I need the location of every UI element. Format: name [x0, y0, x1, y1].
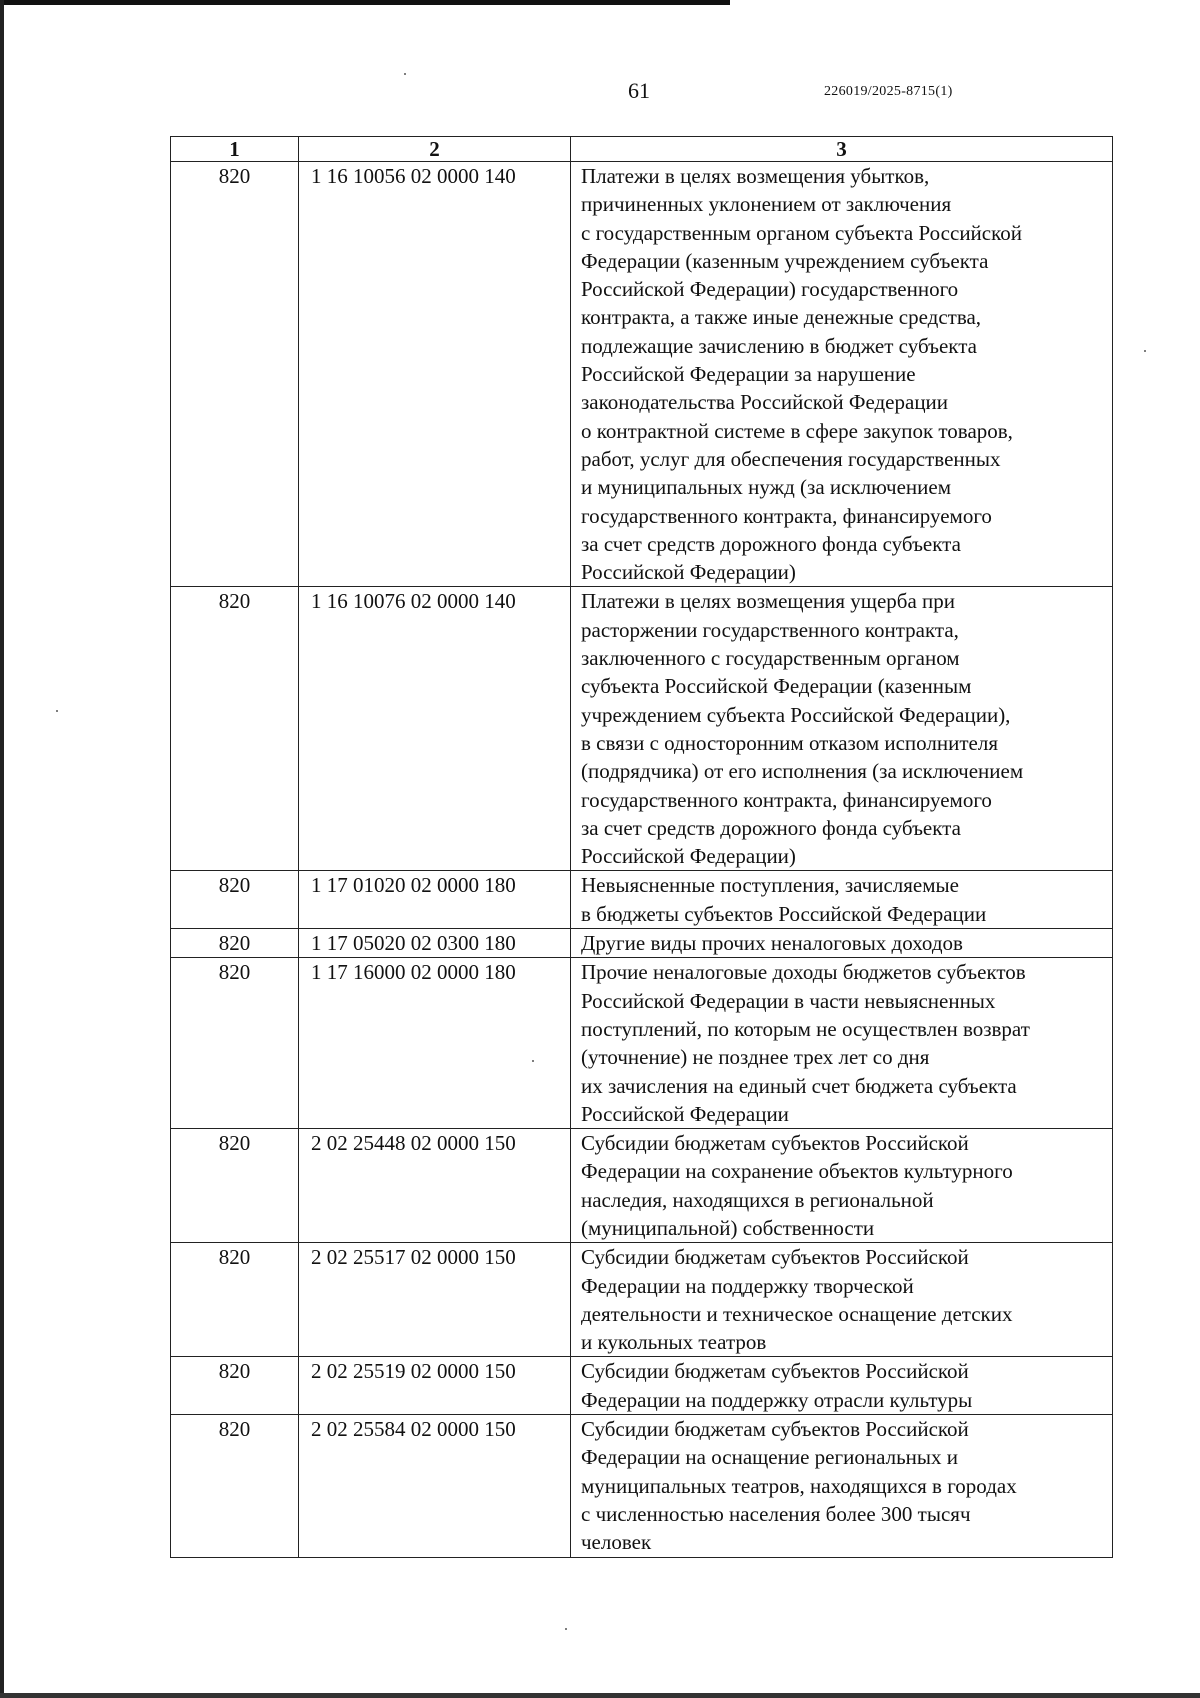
- budget-code-cell: 2 02 25519 02 0000 150: [299, 1357, 571, 1415]
- table-row: [171, 1357, 1113, 1415]
- table-row: [171, 929, 1113, 958]
- scan-speck: [1144, 350, 1146, 352]
- revenue-name-cell: Субсидии бюджетам субъектов Российской Федерации на поддержку отрасли культуры: [571, 1357, 1113, 1415]
- scan-speck: [56, 710, 58, 712]
- table-header-row: [171, 137, 1113, 162]
- admin-code-cell: 820: [171, 162, 299, 587]
- revenue-name-cell: Субсидии бюджетам субъектов Российской Федерации на сохранение объектов культурного наследия, находящихся в региональной (муниципальной) собственности: [571, 1129, 1113, 1243]
- budget-code-cell: 1 16 10076 02 0000 140: [299, 587, 571, 871]
- revenue-name-cell: Другие виды прочих неналоговых доходов: [571, 929, 1113, 958]
- admin-code-cell: 820: [171, 1415, 299, 1557]
- page-number: 61: [628, 78, 650, 103]
- column-header: 1: [171, 137, 299, 162]
- table-row: [171, 1129, 1113, 1243]
- admin-code-cell: 820: [171, 929, 299, 958]
- admin-code-cell: 820: [171, 1357, 299, 1415]
- scan-edge-left: [0, 0, 4, 1698]
- revenue-name-cell: Невыясненные поступления, зачисляемые в бюджеты субъектов Российской Федерации: [571, 871, 1113, 929]
- revenue-name-cell: Прочие неналоговые доходы бюджетов субъектов Российской Федерации в части невыясненных поступлений, по которым не осуществлен возврат (уточнение) не позднее трех лет со дня их зачисления на единый счет бюджета субъекта Российской Федерации: [571, 958, 1113, 1129]
- admin-code-cell: 820: [171, 1243, 299, 1357]
- table-row: [171, 1415, 1113, 1557]
- scan-speck: [565, 1628, 567, 1630]
- revenue-name-cell: Субсидии бюджетам субъектов Российской Федерации на оснащение региональных и муниципальных театров, находящихся в городах с численностью населения более 300 тысяч человек: [571, 1415, 1113, 1557]
- revenue-name-cell: Платежи в целях возмещения ущерба при расторжении государственного контракта, заключенного с государственным органом субъекта Российской Федерации (казенным учреждением субъекта Российской Федерации), в связи с односторонним отказом исполнителя (подрядчика) от его исполнения (за исключением государственного контракта, финансируемого за счет средств дорожного фонда субъекта Российской Федерации): [571, 587, 1113, 871]
- document-reference: 226019/2025-8715(1): [824, 84, 953, 99]
- budget-code-cell: 1 17 01020 02 0000 180: [299, 871, 571, 929]
- column-header: 3: [571, 137, 1113, 162]
- table-row: [171, 162, 1113, 587]
- scan-speck: [404, 73, 406, 75]
- scan-edge-bottom: [0, 1693, 1200, 1698]
- revenue-name-cell: Субсидии бюджетам субъектов Российской Федерации на поддержку творческой деятельности и техническое оснащение детских и кукольных театров: [571, 1243, 1113, 1357]
- admin-code-cell: 820: [171, 958, 299, 1129]
- budget-code-cell: 1 16 10056 02 0000 140: [299, 162, 571, 587]
- scan-edge-top: [0, 0, 730, 5]
- admin-code-cell: 820: [171, 587, 299, 871]
- table-row: [171, 587, 1113, 871]
- budget-code-cell: 1 17 16000 02 0000 180: [299, 958, 571, 1129]
- budget-code-cell: 2 02 25584 02 0000 150: [299, 1415, 571, 1557]
- budget-code-cell: 2 02 25448 02 0000 150: [299, 1129, 571, 1243]
- budget-code-cell: 1 17 05020 02 0300 180: [299, 929, 571, 958]
- table-row: [171, 958, 1113, 1129]
- admin-code-cell: 820: [171, 1129, 299, 1243]
- revenue-code-table: [170, 136, 1113, 1558]
- table-row: [171, 871, 1113, 929]
- table-row: [171, 1243, 1113, 1357]
- column-header: 2: [299, 137, 571, 162]
- admin-code-cell: 820: [171, 871, 299, 929]
- budget-code-cell: 2 02 25517 02 0000 150: [299, 1243, 571, 1357]
- revenue-name-cell: Платежи в целях возмещения убытков, причиненных уклонением от заключения с государственным органом субъекта Российской Федерации (казенным учреждением субъекта Российской Федерации) государственного контракта, а также иные денежные средства, подлежащие зачислению в бюджет субъекта Российской Федерации за нарушение законодательства Российской Федерации о контрактной системе в сфере закупок товаров, работ, услуг для обеспечения государственных и муниципальных нужд (за исключением государственного контракта, финансируемого за счет средств дорожного фонда субъекта Российской Федерации): [571, 162, 1113, 587]
